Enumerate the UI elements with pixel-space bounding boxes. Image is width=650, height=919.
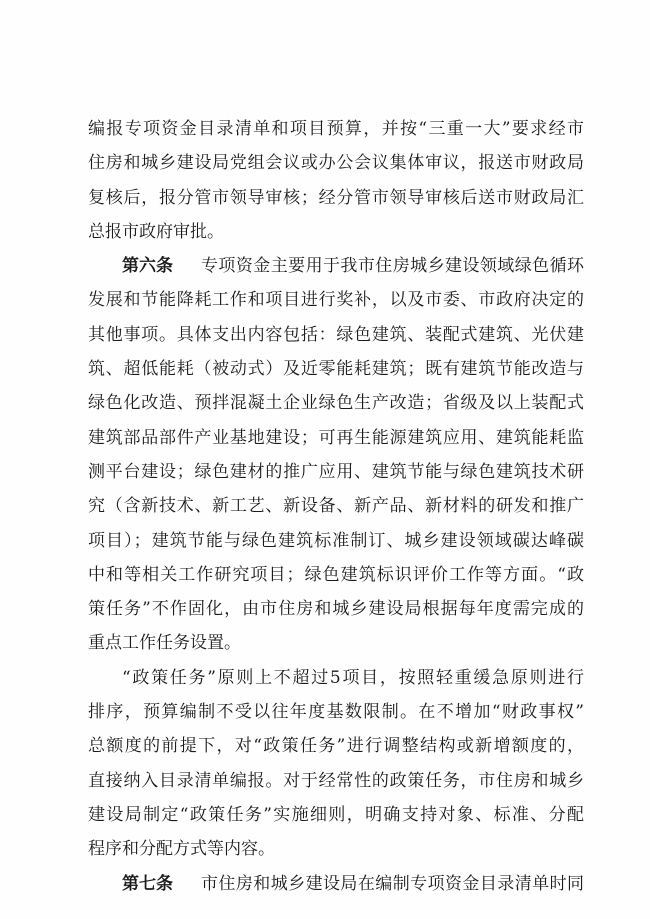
line-text: 策任务”不作固化，由市住房和城乡建设局根据每年度需完成的 [88,599,584,620]
line-text: 市住房和城乡建设局在编制专项资金目录清单时同 [201,873,584,894]
text-line [88,592,584,626]
article-number: 第六条 [122,256,173,277]
line-text: “政策任务”原则上不超过5项目，按照轻重缓急原则进行 [122,667,584,688]
text-line [88,112,584,146]
article-number: 第七条 [122,873,173,894]
line-text: 究（含新技术、新工艺、新设备、新产品、新材料的研发和推广 [88,496,584,517]
line-text: 绿色化改造、预拌混凝土企业绿色生产改造；省级及以上装配式 [88,393,584,414]
line-text: 总报市政府审批。 [88,221,224,242]
line-text: 中和等相关工作研究项目；绿色建筑标识评价工作等方面。“政 [88,564,584,585]
text-line [88,832,584,866]
text-line [88,352,584,386]
text-line [88,695,584,729]
line-text: 发展和节能降耗工作和项目进行奖补，以及市委、市政府决定的 [88,290,584,311]
text-line [88,867,584,901]
text-line [88,181,584,215]
text-line [88,729,584,763]
text-line [88,146,584,180]
line-text: 建设局制定“政策任务”实施细则，明确支持对象、标准、分配 [88,804,584,825]
text-line [88,661,584,695]
text-line [88,798,584,832]
text-line [88,421,584,455]
line-text: 建筑部品部件产业基地建设；可再生能源建筑应用、建筑能耗监 [88,427,584,448]
text-line [88,455,584,489]
text-line [88,318,584,352]
line-text: 编报专项资金目录清单和项目预算，并按“三重一大”要求经市 [88,119,584,139]
text-line [88,489,584,523]
line-text: 排序，预算编制不受以往年度基数限制。在不增加“财政事权” [88,702,584,723]
line-text: 复核后，报分管市领导审核；经分管市领导审核后送市财政局汇 [88,187,584,208]
line-text: 程序和分配方式等内容。 [88,839,275,860]
line-text: 筑、超低能耗（被动式）及近零能耗建筑；既有建筑节能改造与 [88,359,584,380]
text-line [88,249,584,283]
line-text: 其他事项。具体支出内容包括：绿色建筑、装配式建筑、光伏建 [88,324,584,345]
text-line [88,764,584,798]
line-text: 住房和城乡建设局党组会议或办公会议集体审议，报送市财政局 [88,153,584,174]
line-text: 总额度的前提下，对“政策任务”进行调整结构或新增额度的， [88,736,584,757]
line-text: 测平台建设；绿色建材的推广应用、建筑节能与绿色建筑技术研 [88,461,584,482]
line-text: 重点工作任务设置。 [88,633,241,654]
text-line [88,215,584,249]
line-text: 直接纳入目录清单编报。对于经常性的政策任务，市住房和城乡 [88,770,584,791]
text-line [88,558,584,592]
text-line [88,283,584,317]
text-line [88,386,584,420]
text-line [88,626,584,660]
line-text: 专项资金主要用于我市住房城乡建设领域绿色循环 [201,256,584,277]
text-line [88,524,584,558]
document-body [88,112,584,901]
line-text: 项目）；建筑节能与绿色建筑标准制订、城乡建设领域碳达峰碳 [88,530,584,551]
